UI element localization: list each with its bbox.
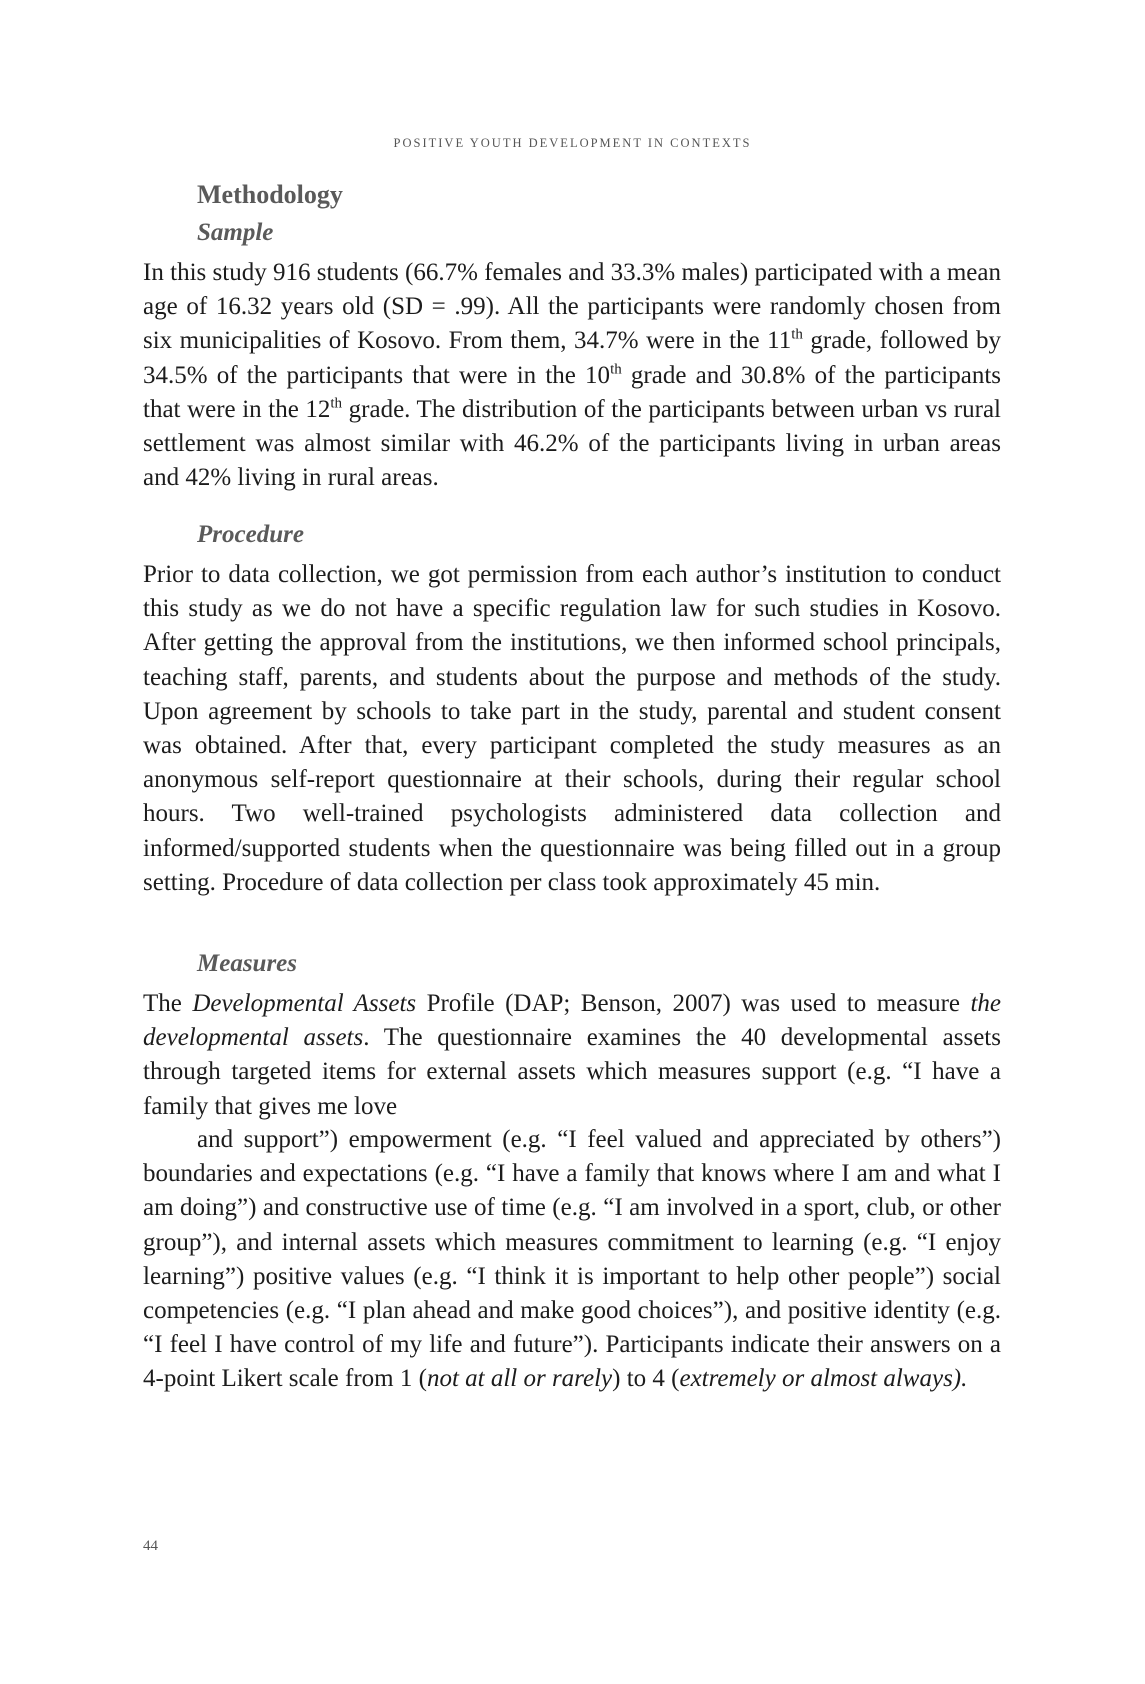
subheading-procedure: Procedure <box>197 521 304 548</box>
running-header: POSITIVE YOUTH DEVELOPMENT IN CONTEXTS <box>393 136 752 150</box>
subheading-measures: Measures <box>197 950 298 977</box>
subheading-sample: Sample <box>197 219 274 246</box>
paragraph-measures-2: and support”) empowerment (e.g. “I feel valued and appreciated by others”) boundaries and expectations (e.g. “I have a family that knows where I am and what I am doing”) and constructive use of time (e.g. “I am involved in a sport, club, or other group”), and internal assets which measures commitment to learning (e.g. “I enjoy learning”) positive values (e.g. “I think it is important to help other people”) social competencies (e.g. “I plan ahead and make good choices”), and positive identity (e.g. “I feel I have control of my life and future”). Participants indicate their answers on a 4-point Likert scale from 1 (not at all or rarely) to 4 (extremely or almost always). <box>143 1126 1001 1393</box>
paragraph-sample: In this study 916 students (66.7% females and 33.3% males) participated with a mean age of 16.32 years old (SD = .99). All the participants were randomly chosen from six municipalities of Kosovo. From them, 34.7% were in the 11th grade, followed by 34.5% of the participants that were in the 10th grade and 30.8% of the participants that were in the 12th grade. The distribution of the participants between urban vs rural settlement was almost similar with 46.2% of the participants living in urban areas and 42% living in rural areas. <box>143 259 1002 492</box>
page-number: 44 <box>143 1538 158 1554</box>
paragraph-procedure: Prior to data collection, we got permission from each author’s institution to conduct this study as we do not have a specific regulation law for such studies in Kosovo. After getting the approval from the institutions, we then informed school principals, teaching staff, parents, and students about the purpose and methods of the study. Upon agreement by schools to take part in the study, parental and student consent was obtained. After that, every participant completed the study measures as an anonymous self-report questionnaire at their schools, during their regular school hours. Two well-trained psychologists administered data collection and informed/supported students when the questionnaire was being filled out in a group setting. Procedure of data collection per class took approximately 45 min. <box>143 561 1001 896</box>
section-title-methodology: Methodology <box>197 180 343 209</box>
paragraph-measures-1: The Developmental Assets Profile (DAP; Benson, 2007) was used to measure the developmental assets. The questionnaire examines the 40 developmental assets through targeted items for external assets which measures support (e.g. “I have a family that gives me love <box>143 990 1001 1120</box>
